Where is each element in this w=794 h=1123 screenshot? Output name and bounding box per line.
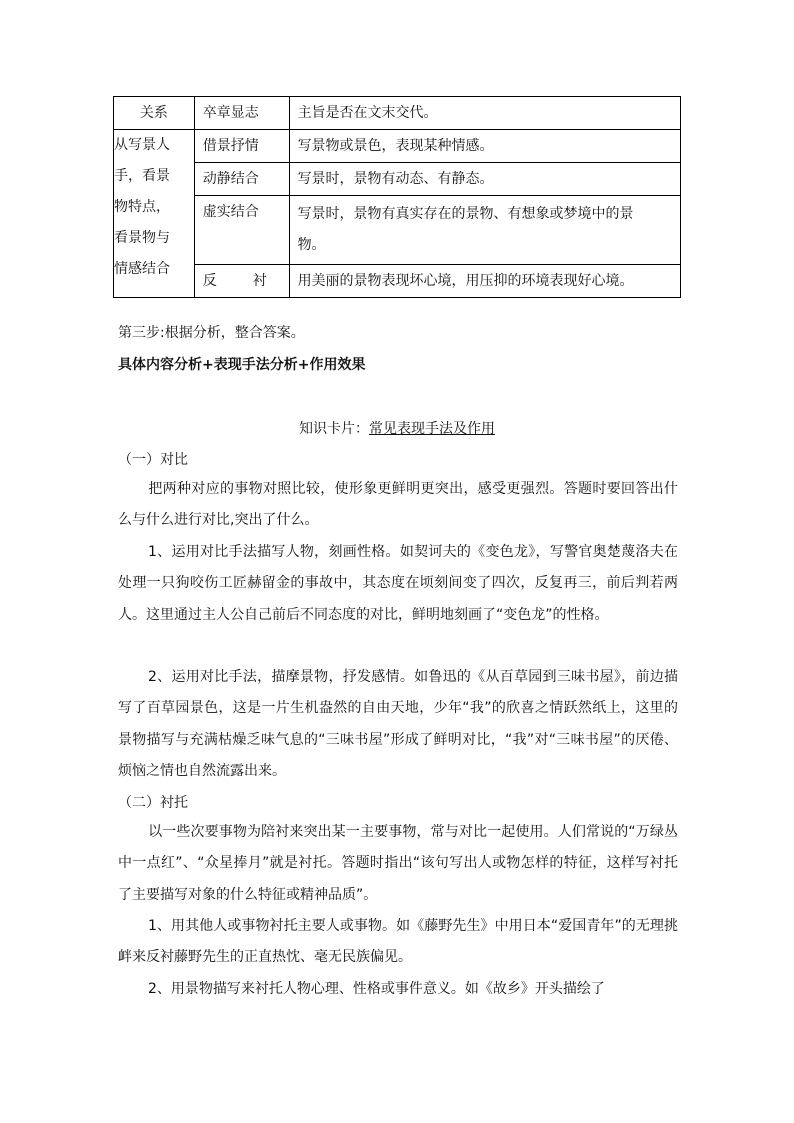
paragraph: [118, 474, 678, 537]
group-label-line: 看景物与: [114, 230, 170, 246]
group-label-line: 从写景人: [114, 137, 170, 153]
table-row: [114, 163, 681, 196]
table-cell: [195, 265, 289, 297]
analysis-table: [113, 96, 681, 298]
cell-line: 写景时，景物有真实存在的景物、有想象或梦境中的景: [297, 206, 634, 222]
table-cell: 关系: [139, 105, 168, 121]
group-label-line: 手，看景: [114, 168, 170, 184]
card-title-prefix: 知识卡片：: [299, 421, 369, 437]
table-cell: 写景时，景物有动态、有静态。: [297, 171, 494, 187]
paragraph-text: 把两种对应的事物对照比较，使形象更鲜明更突出，感受更强烈。答题时要回答出什么与什么进行对比,突出了什么。: [118, 481, 678, 529]
section-heading: （二）衬托: [118, 795, 188, 811]
card-title: [0, 418, 794, 438]
paragraph-text: 1、用其他人或事物衬托主要人或事物。如《藤野先生》中用日本“爱国青年”的无理挑衅来反衬藤野先生的正直热忱、毫无民族偏见。: [118, 918, 678, 966]
answer-formula: 具体内容分析+表现手法分析+作用效果: [118, 357, 366, 373]
group-label-line: 情感结合: [114, 261, 170, 277]
table-cell: 虚实结合: [202, 204, 259, 220]
paragraph-text: 以一些次要事物为陪衬来突出某一主要事物，常与对比一起使用。人们常说的“万绿丛中一点红”、“众星捧月”就是衬托。答题时指出“该句写出人或物怎样的特征，这样写衬托了主要描写对象的什么特征或精神品质”。: [118, 824, 678, 903]
paragraph-text: 1、运用对比手法描写人物，刻画性格。如契诃夫的《变色龙》，写警官奥楚蔑洛夫在处理一只狗咬伤工匠赫留金的事故中，其态度在顷刻间变了四次，反复再三，前后判若两人。这里通过主人公自己前后不同态度的对比，鲜明地刻画了“变色龙”的性格。: [118, 544, 678, 623]
paragraph-text: 2、运用对比手法，描摩景物，抒发感情。如鲁迅的《从百草园到三味书屋》，前边描写了百草园景色，这是一片生机盎然的自由天地，少年“我”的欣喜之情跃然纸上，这里的景物描写与充满枯燥乏味气息的“三味书屋”形成了鲜明对比，“我”对“三味书屋”的厌倦、烦恼之情也自然流露出来。: [118, 669, 678, 779]
paragraph: [118, 662, 678, 787]
paragraph: [118, 974, 678, 1005]
table-row: [114, 97, 681, 130]
table-cell: 卒章显志: [202, 105, 259, 121]
table-cell: 用美丽的景物表现坏心境，用压抑的环境表现好心境。: [297, 273, 634, 289]
table-row: [114, 196, 681, 265]
table-cell: 写景物或景色，表现某种情感。: [297, 138, 494, 154]
step3-text: 第三步:根据分析，整合答案。: [118, 325, 305, 341]
table-cell: 动静结合: [202, 171, 259, 187]
table-cell: 主旨是否在文末交代。: [297, 105, 438, 121]
cell-line: 物。: [297, 237, 326, 253]
card-title-main: 常见表现手法及作用: [369, 421, 495, 437]
paragraph: [118, 817, 678, 911]
section-heading: （一）对比: [118, 452, 188, 468]
table-row: [114, 130, 681, 163]
paragraph: [118, 911, 678, 974]
table-row: [114, 265, 681, 298]
group-label-cell: [114, 130, 195, 298]
paragraph: [118, 537, 678, 631]
table-cell: 借景抒情: [202, 138, 259, 154]
group-label-line: 物特点，: [114, 199, 170, 215]
cell-char: 反: [202, 273, 217, 289]
table-cell: [290, 196, 680, 264]
paragraph-text: 2、用景物描写来衬托人物心理、性格或事件意义。如《故乡》开头描绘了: [148, 981, 605, 997]
cell-char: 衬: [252, 273, 267, 289]
